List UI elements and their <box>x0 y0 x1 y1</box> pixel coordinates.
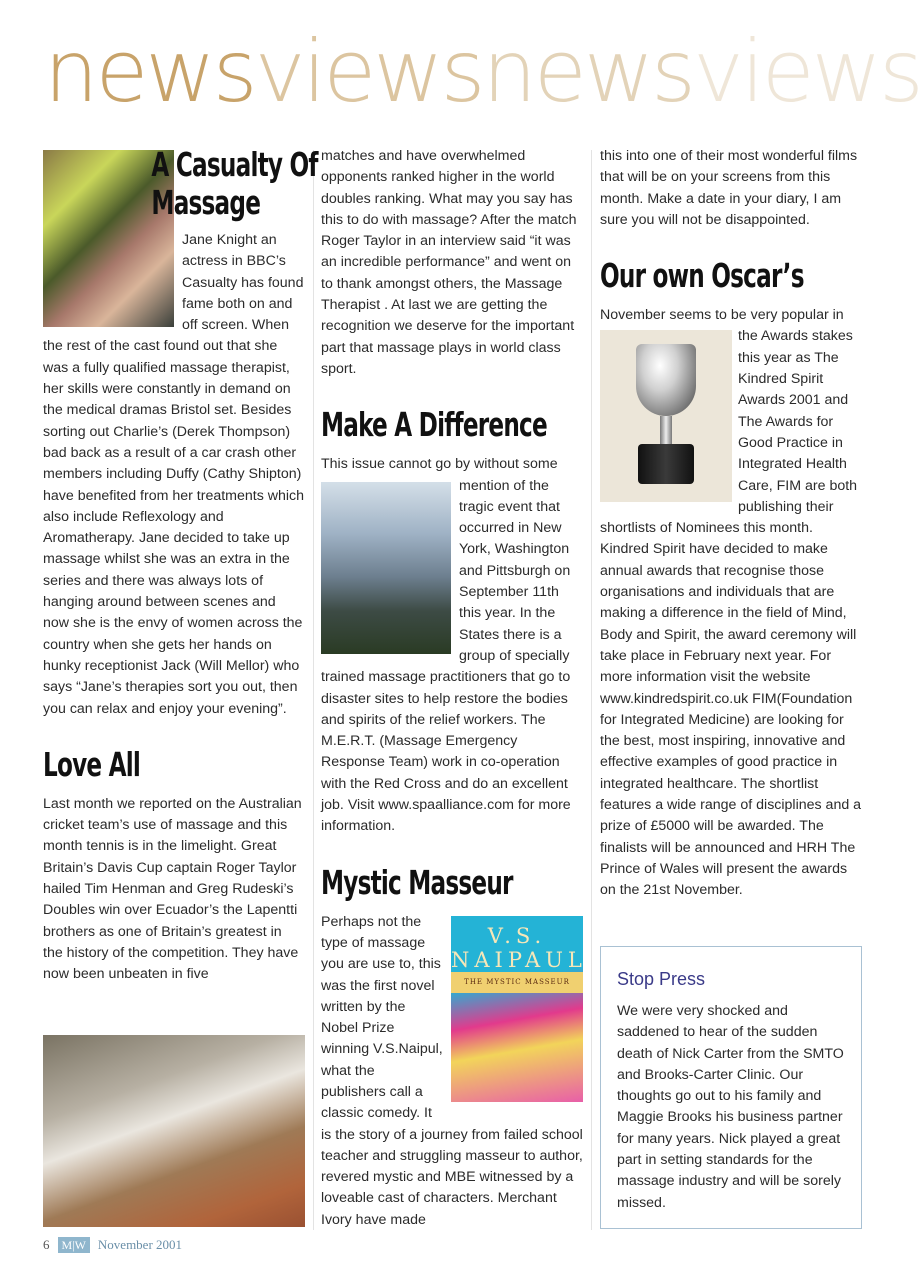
oscars-intro: November seems to be very popular in <box>600 307 844 324</box>
issue-date: November 2001 <box>97 1237 183 1252</box>
book-cover-title: V.S. NAIPAUL <box>451 923 587 972</box>
love-all-body-part2: matches and have overwhelmed opponents ranked higher in the world doubles ranking. What may you say has this to do with massage? After the match Roger Taylor in an interview said “it was an incredible performance” and went on to thank amongst others, the Massage Therapist . At last we are getting the recognition we deserve for the important part that massage plays in world class sport. <box>321 148 577 377</box>
book-cover <box>451 916 587 1102</box>
oscars-headline: Our own Oscar’s <box>600 256 804 296</box>
masthead-views-1: views <box>254 22 483 122</box>
difference-headline: Make A Difference <box>321 405 547 445</box>
masthead-news-2: news <box>482 22 693 122</box>
masthead-news-1: news <box>44 22 255 122</box>
trophy-base <box>638 444 694 484</box>
trophy-cup-icon <box>636 344 696 416</box>
love-all-headline: Love All <box>43 744 141 784</box>
column-divider <box>591 150 592 1230</box>
wtc-photo <box>321 482 451 654</box>
casualty-headline-line2: Massage <box>151 183 261 222</box>
trophy-photo <box>600 330 732 502</box>
book-cover-subtitle: THE MYSTIC MASSEUR <box>451 972 583 993</box>
page-number: 6 <box>43 1237 50 1252</box>
masthead <box>44 22 921 122</box>
love-all-body-part1: Last month we reported on the Australian cricket team’s use of massage and this month tennis is in the limelight. Great Britain’s Davis Cup captain Roger Taylor hailed Tim Henman and Greg Rudeski’s Doubles win over Ecuador’s the Lapentti brothers as one of Britain’s greatest in the history of the competition. They have now been unbeaten in five <box>43 795 302 983</box>
column-2 <box>321 146 587 1231</box>
difference-intro: This issue cannot go by without some <box>321 456 558 473</box>
column-1 <box>43 145 318 986</box>
difference-body: mention of the tragic event that occurred in New York, Washington and Pittsburgh on September 11th this year. In the States there is a group of specially trained massage practitioners that go to disaster sites to help restore the bodies and spirits of the relief workers. The M.E.R.T. (Massage Emergency Response Team) work in co-operation with the Red Cross and do an excellent job. Visit www.spaalliance.com for more information. <box>321 477 571 835</box>
tennis-photo <box>43 1035 305 1227</box>
column-3 <box>600 146 862 902</box>
mystic-headline: Mystic Masseur <box>321 862 513 902</box>
magazine-logo: M|W <box>58 1237 90 1253</box>
masthead-views-2: views <box>692 22 921 122</box>
trophy-stem <box>660 416 672 444</box>
column-divider <box>313 150 314 1230</box>
casualty-headline-line1: A Casualty Of <box>151 145 318 184</box>
casualty-body: Jane Knight an actress in BBC’s Casualty has found fame both on and off screen. When the rest of the cast found out that she was a fully qualified massage therapist, her skills were constantly in demand on the medical dramas Bristol set. Besides sorting out Charlie’s (Derek Thompson) bad back as a result of a car crash other members including Duffy (Cathy Shipton) have benefited from her treatments which also include Reflexology and Aromatherapy. Jane decided to take up massage whilst she was an extra in the series and there was always lots of hanging around between scenes and now she is the envy of women across the country when she gets her hands on hunky receptionist Jack (Will Mellor) who says “Jane’s therapies sort you out, then you can relax and enjoy your evening”. <box>43 232 305 717</box>
stop-press-box <box>600 946 862 1229</box>
stop-press-body: We were very shocked and saddened to hear of the sudden death of Nick Carter from the SMTO and Brooks-Carter Clinic. Our thoughts go out to his family and Maggie Brooks his business partner for many years. Nick played a great part in setting standards for the massage industry and will be sorely missed. <box>617 1003 844 1211</box>
stop-press-title: Stop Press <box>617 969 706 989</box>
mystic-body-part2: this into one of their most wonderful films that will be on your screens from this month. Make a date in your diary, I am sure you will not be disappointed. <box>600 148 858 228</box>
page-footer <box>43 1236 182 1254</box>
mystic-body-part1: Perhaps not the type of massage you are use to, this was the first novel written by the Nobel Prize winning V.S.Naipul, what the publishers call a classic comedy. It is the story of a journey from failed school teacher and struggling masseur to author, revered mystic and MBE witnessed by a loveable cast of characters. Merchant Ivory have made <box>321 913 583 1228</box>
oscars-body: the Awards stakes this year as The Kindred Spirit Awards 2001 and The Awards for Good Practice in Integrated Health Care, FIM are both publishing their shortlists of Nominees this month. Kindred Spirit have decided to make annual awards that recognise those organisations and individuals that are making a difference in the field of Mind, Body and Spirit, the award ceremony will take place in February next year. For more information visit the website www.kindredspirit.co.uk FIM(Foundation for Integrated Medicine) are looking for the best, most inspiring, innovative and effective examples of good practice in integrated healthcare. The shortlist features a wide range of disciplines and a prize of £5000 will be awarded. The finalists will be announced and HRH The Prince of Wales will present the awards on the 21st November. <box>600 328 862 899</box>
